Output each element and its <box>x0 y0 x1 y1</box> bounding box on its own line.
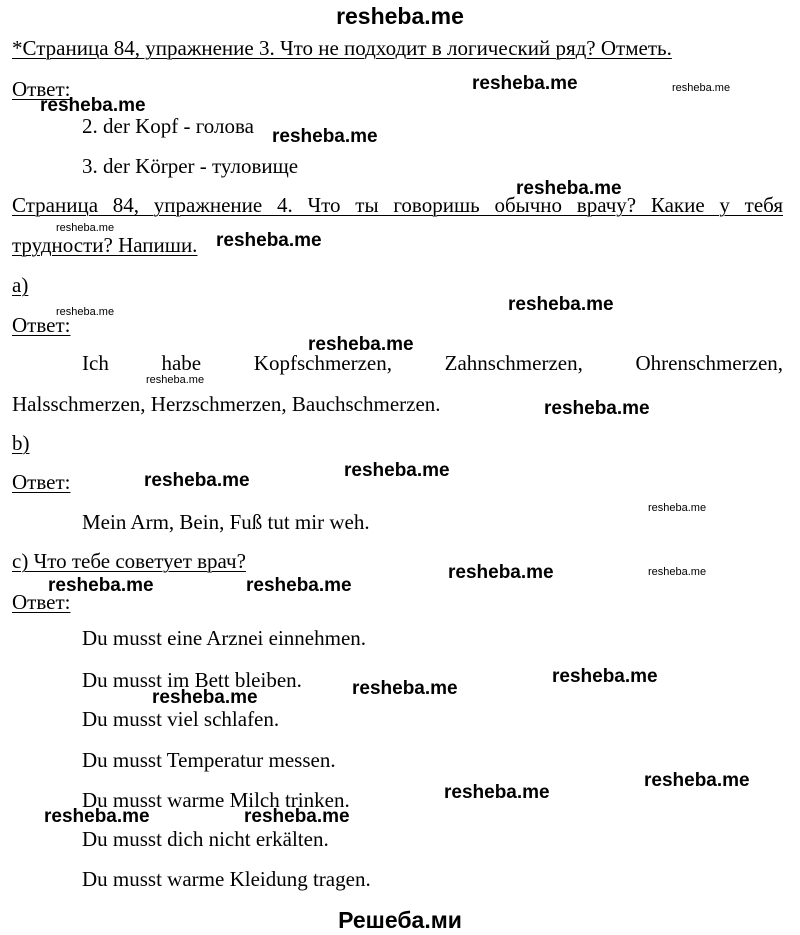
watermark: resheba.me <box>48 575 154 596</box>
part-c-answer-label: Ответ: <box>12 590 71 614</box>
part-b-text: Mein Arm, Bein, Fuß tut mir weh. <box>82 510 370 534</box>
advice-line: Du musst viel schlafen. <box>82 707 280 731</box>
watermark: resheba.me <box>246 575 352 596</box>
part-a-label: a) <box>12 273 29 297</box>
advice-line: Du musst eine Arznei einnehmen. <box>82 626 367 650</box>
site-header: resheba.me <box>336 3 464 29</box>
exercise4-task-line1: Страница 84, упражнение 4. Что ты говоришь обычно врачу? Какие у тебя <box>12 193 783 217</box>
watermark-small: resheba.me <box>56 306 115 318</box>
advice-line: Du musst warme Kleidung tragen. <box>82 867 371 891</box>
watermark-small: resheba.me <box>672 82 731 94</box>
advice-line: Du musst dich nicht erkälten. <box>82 827 329 851</box>
watermark: resheba.me <box>272 126 378 147</box>
part-a-line1 <box>82 351 783 375</box>
watermark: resheba.me <box>444 782 550 803</box>
footer-brand: Решеба.ми <box>338 907 462 933</box>
watermark: resheba.me <box>644 770 750 791</box>
watermark-small: resheba.me <box>146 374 205 386</box>
watermark-small: resheba.me <box>56 222 115 234</box>
watermark: resheba.me <box>552 666 658 687</box>
advice-line: Du musst warme Milch trinken. <box>82 788 350 812</box>
watermark: resheba.me <box>44 806 150 827</box>
watermark: resheba.me <box>308 334 414 355</box>
watermark: resheba.me <box>544 398 650 419</box>
part-b-answer-label: Ответ: <box>12 470 71 494</box>
part-a-line2: Halsschmerzen, Herzschmerzen, Bauchschmerzen. <box>12 392 441 416</box>
watermark-small: resheba.me <box>648 502 707 514</box>
part-a-word: habe <box>161 351 202 375</box>
advice-line: Du musst im Bett bleiben. <box>82 668 302 692</box>
part-a-word: Kopfschmerzen, <box>253 351 392 375</box>
watermark: resheba.me <box>244 806 350 827</box>
part-a-answer-label: Ответ: <box>12 313 71 337</box>
watermark: resheba.me <box>216 230 322 251</box>
part-a-word: Ich <box>82 351 109 375</box>
watermark: resheba.me <box>508 294 614 315</box>
part-b-label: b) <box>12 431 30 455</box>
watermark: resheba.me <box>472 73 578 94</box>
watermark: resheba.me <box>40 95 146 116</box>
exercise3-item-2: 3. der Körper - туловище <box>82 154 299 178</box>
exercise3-answer-label: Ответ: <box>12 77 71 101</box>
watermark: resheba.me <box>516 178 622 199</box>
part-a-word: Ohrenschmerzen, <box>635 351 784 375</box>
part-a-word: Zahnschmerzen, <box>444 351 583 375</box>
exercise4-task-line2: трудности? Напиши. <box>12 233 198 257</box>
watermark: resheba.me <box>448 562 554 583</box>
watermark: resheba.me <box>344 460 450 481</box>
watermark: resheba.me <box>144 470 250 491</box>
advice-line: Du musst Temperatur messen. <box>82 748 336 772</box>
watermark-small: resheba.me <box>648 566 707 578</box>
exercise3-item-1: 2. der Kopf - голова <box>82 114 254 138</box>
exercise3-task: *Страница 84, упражнение 3. Что не подходит в логический ряд? Отметь. <box>12 36 672 60</box>
watermark: resheba.me <box>152 687 258 708</box>
watermark: resheba.me <box>352 678 458 699</box>
part-c-label: c) Что тебе советует врач? <box>12 549 246 573</box>
